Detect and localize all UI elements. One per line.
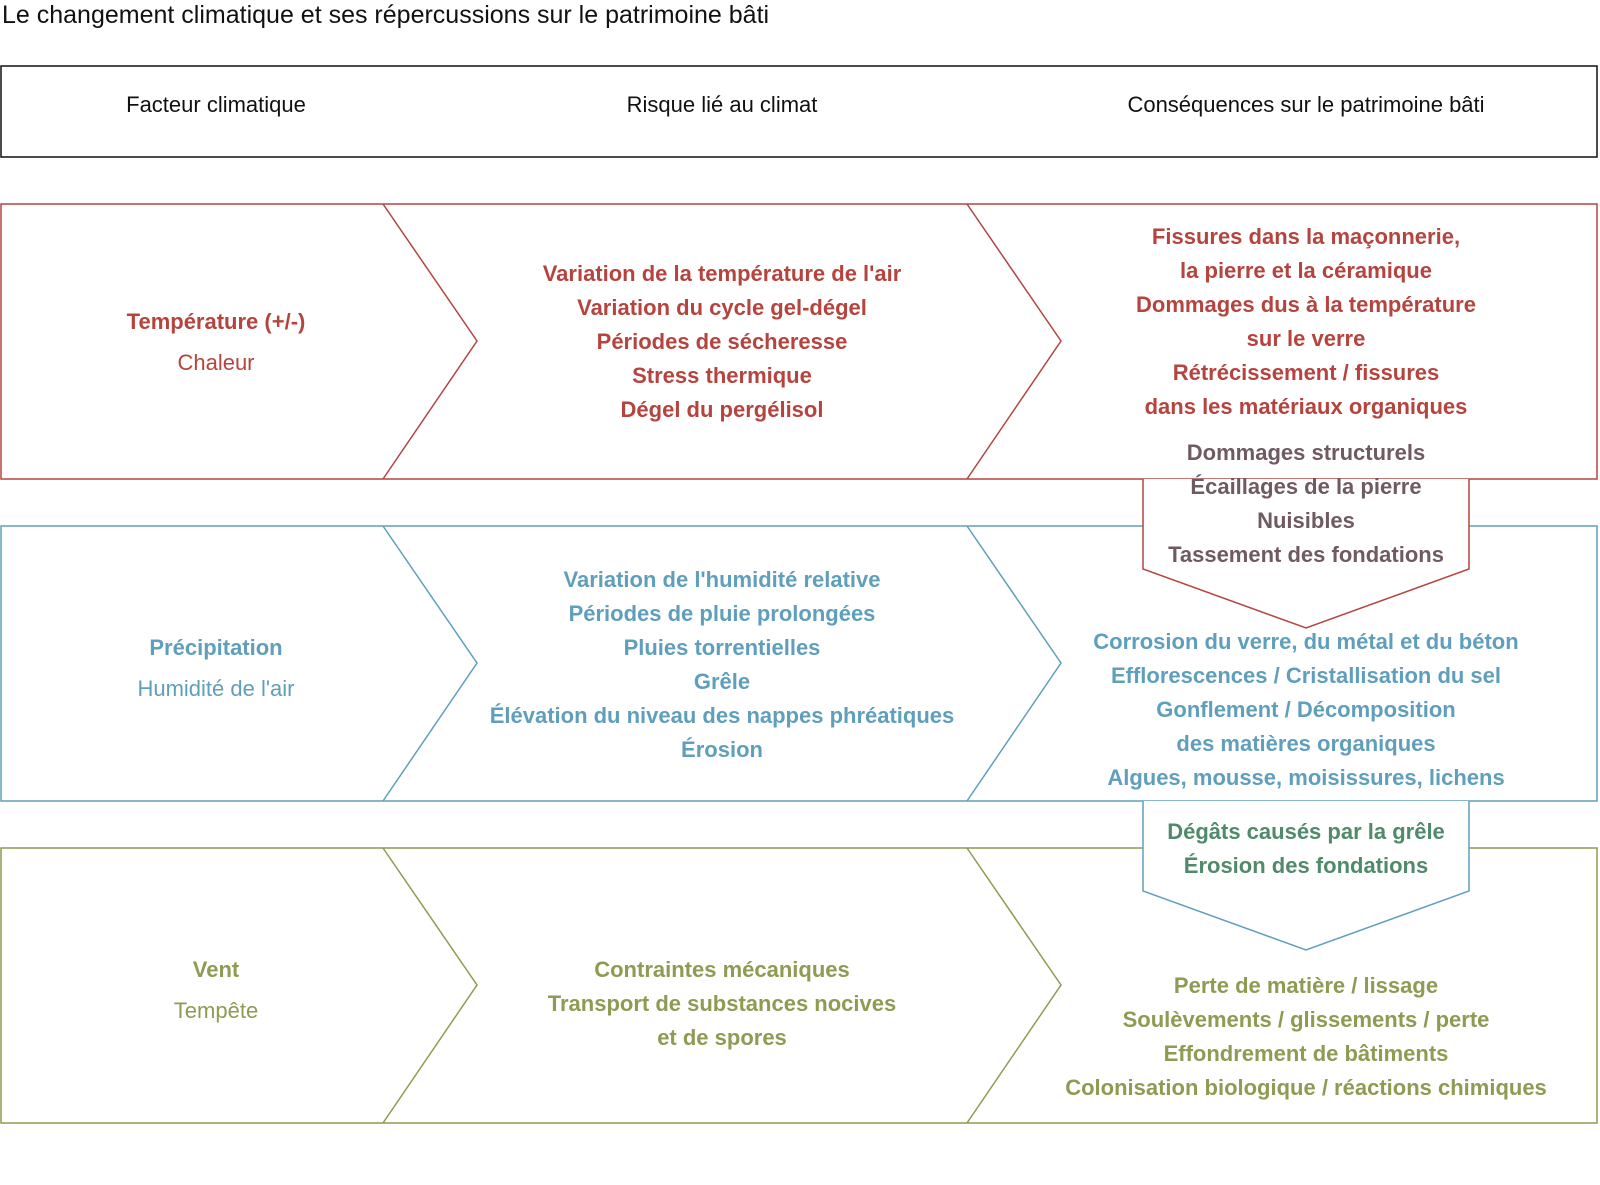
consequence-item: Efflorescences / Cristallisation du sel (1110, 663, 1502, 688)
risk-item: Érosion (681, 737, 763, 762)
consequence-item: des matières organiques (1176, 731, 1436, 756)
risk-item: Variation de l'humidité relative (563, 567, 881, 592)
factor-precipitation (0, 627, 432, 709)
risk-item: et de spores (657, 1025, 787, 1050)
consequence-item: Dommages dus à la température (1136, 292, 1476, 317)
factor-wind (0, 949, 432, 1031)
risks-wind (432, 953, 1012, 1055)
risk-item: Contraintes mécaniques (594, 957, 850, 982)
risk-item: Périodes de pluie prolongées (568, 601, 876, 626)
overlap-item: Nuisibles (1257, 508, 1355, 533)
diagram-title: Le changement climatique et ses répercussions sur le patrimoine bâti (2, 1, 770, 29)
risk-item: Variation du cycle gel-dégel (577, 295, 867, 320)
factor-line: Précipitation (149, 635, 283, 660)
risk-item: Transport de substances nocives (547, 991, 897, 1016)
overlap-item: Tassement des fondations (1168, 542, 1444, 567)
consequence-item: la pierre et la céramique (1180, 258, 1432, 283)
factor-subline: Humidité de l'air (137, 676, 295, 701)
overlap-item: Écaillages de la pierre (1190, 474, 1422, 499)
overlap-item: Érosion des fondations (1183, 853, 1429, 878)
factor-subline: Tempête (173, 998, 259, 1023)
consequences-temperature (1012, 220, 1600, 424)
header-risk: Risque lié au climat (626, 92, 818, 117)
factor-line: Vent (192, 957, 240, 982)
consequence-item: sur le verre (1246, 326, 1366, 351)
risk-item: Pluies torrentielles (623, 635, 821, 660)
overlap-item: Dégâts causés par la grêle (1167, 819, 1445, 844)
factor-temperature (0, 300, 432, 384)
consequence-item: Algues, mousse, moisissures, lichens (1107, 765, 1505, 790)
consequence-item: Fissures dans la maçonnerie, (1151, 224, 1461, 249)
risks-precipitation (432, 563, 1012, 767)
consequences-precipitation (1012, 625, 1600, 795)
consequence-item: Perte de matière / lissage (1173, 973, 1439, 998)
consequence-item: Corrosion du verre, du métal et du béton (1093, 629, 1519, 654)
consequence-item: Effondrement de bâtiments (1163, 1041, 1449, 1066)
consequence-item: dans les matériaux organiques (1144, 394, 1468, 419)
overlap-item: Dommages structurels (1186, 440, 1426, 465)
risk-item: Périodes de sécheresse (596, 329, 848, 354)
factor-line: Température (+/-) (126, 309, 306, 334)
header-consequences: Conséquences sur le patrimoine bâti (1127, 92, 1485, 117)
consequence-item: Soulèvements / glissements / perte (1122, 1007, 1490, 1032)
consequence-item: Gonflement / Décomposition (1156, 697, 1456, 722)
consequences-wind (1012, 969, 1600, 1105)
overlap-temperature (1143, 436, 1469, 572)
risk-item: Grêle (693, 669, 751, 694)
risk-item: Stress thermique (632, 363, 812, 388)
overlap-precipitation (1143, 815, 1469, 883)
header-factor: Facteur climatique (126, 92, 306, 117)
risk-item: Élévation du niveau des nappes phréatiques (489, 703, 955, 728)
risk-item: Variation de la température de l'air (542, 261, 902, 286)
risks-temperature (432, 257, 1012, 427)
consequence-item: Rétrécissement / fissures (1172, 360, 1440, 385)
risk-item: Dégel du pergélisol (620, 397, 824, 422)
consequence-item: Colonisation biologique / réactions chimiques (1065, 1075, 1547, 1100)
factor-subline: Chaleur (177, 350, 255, 375)
